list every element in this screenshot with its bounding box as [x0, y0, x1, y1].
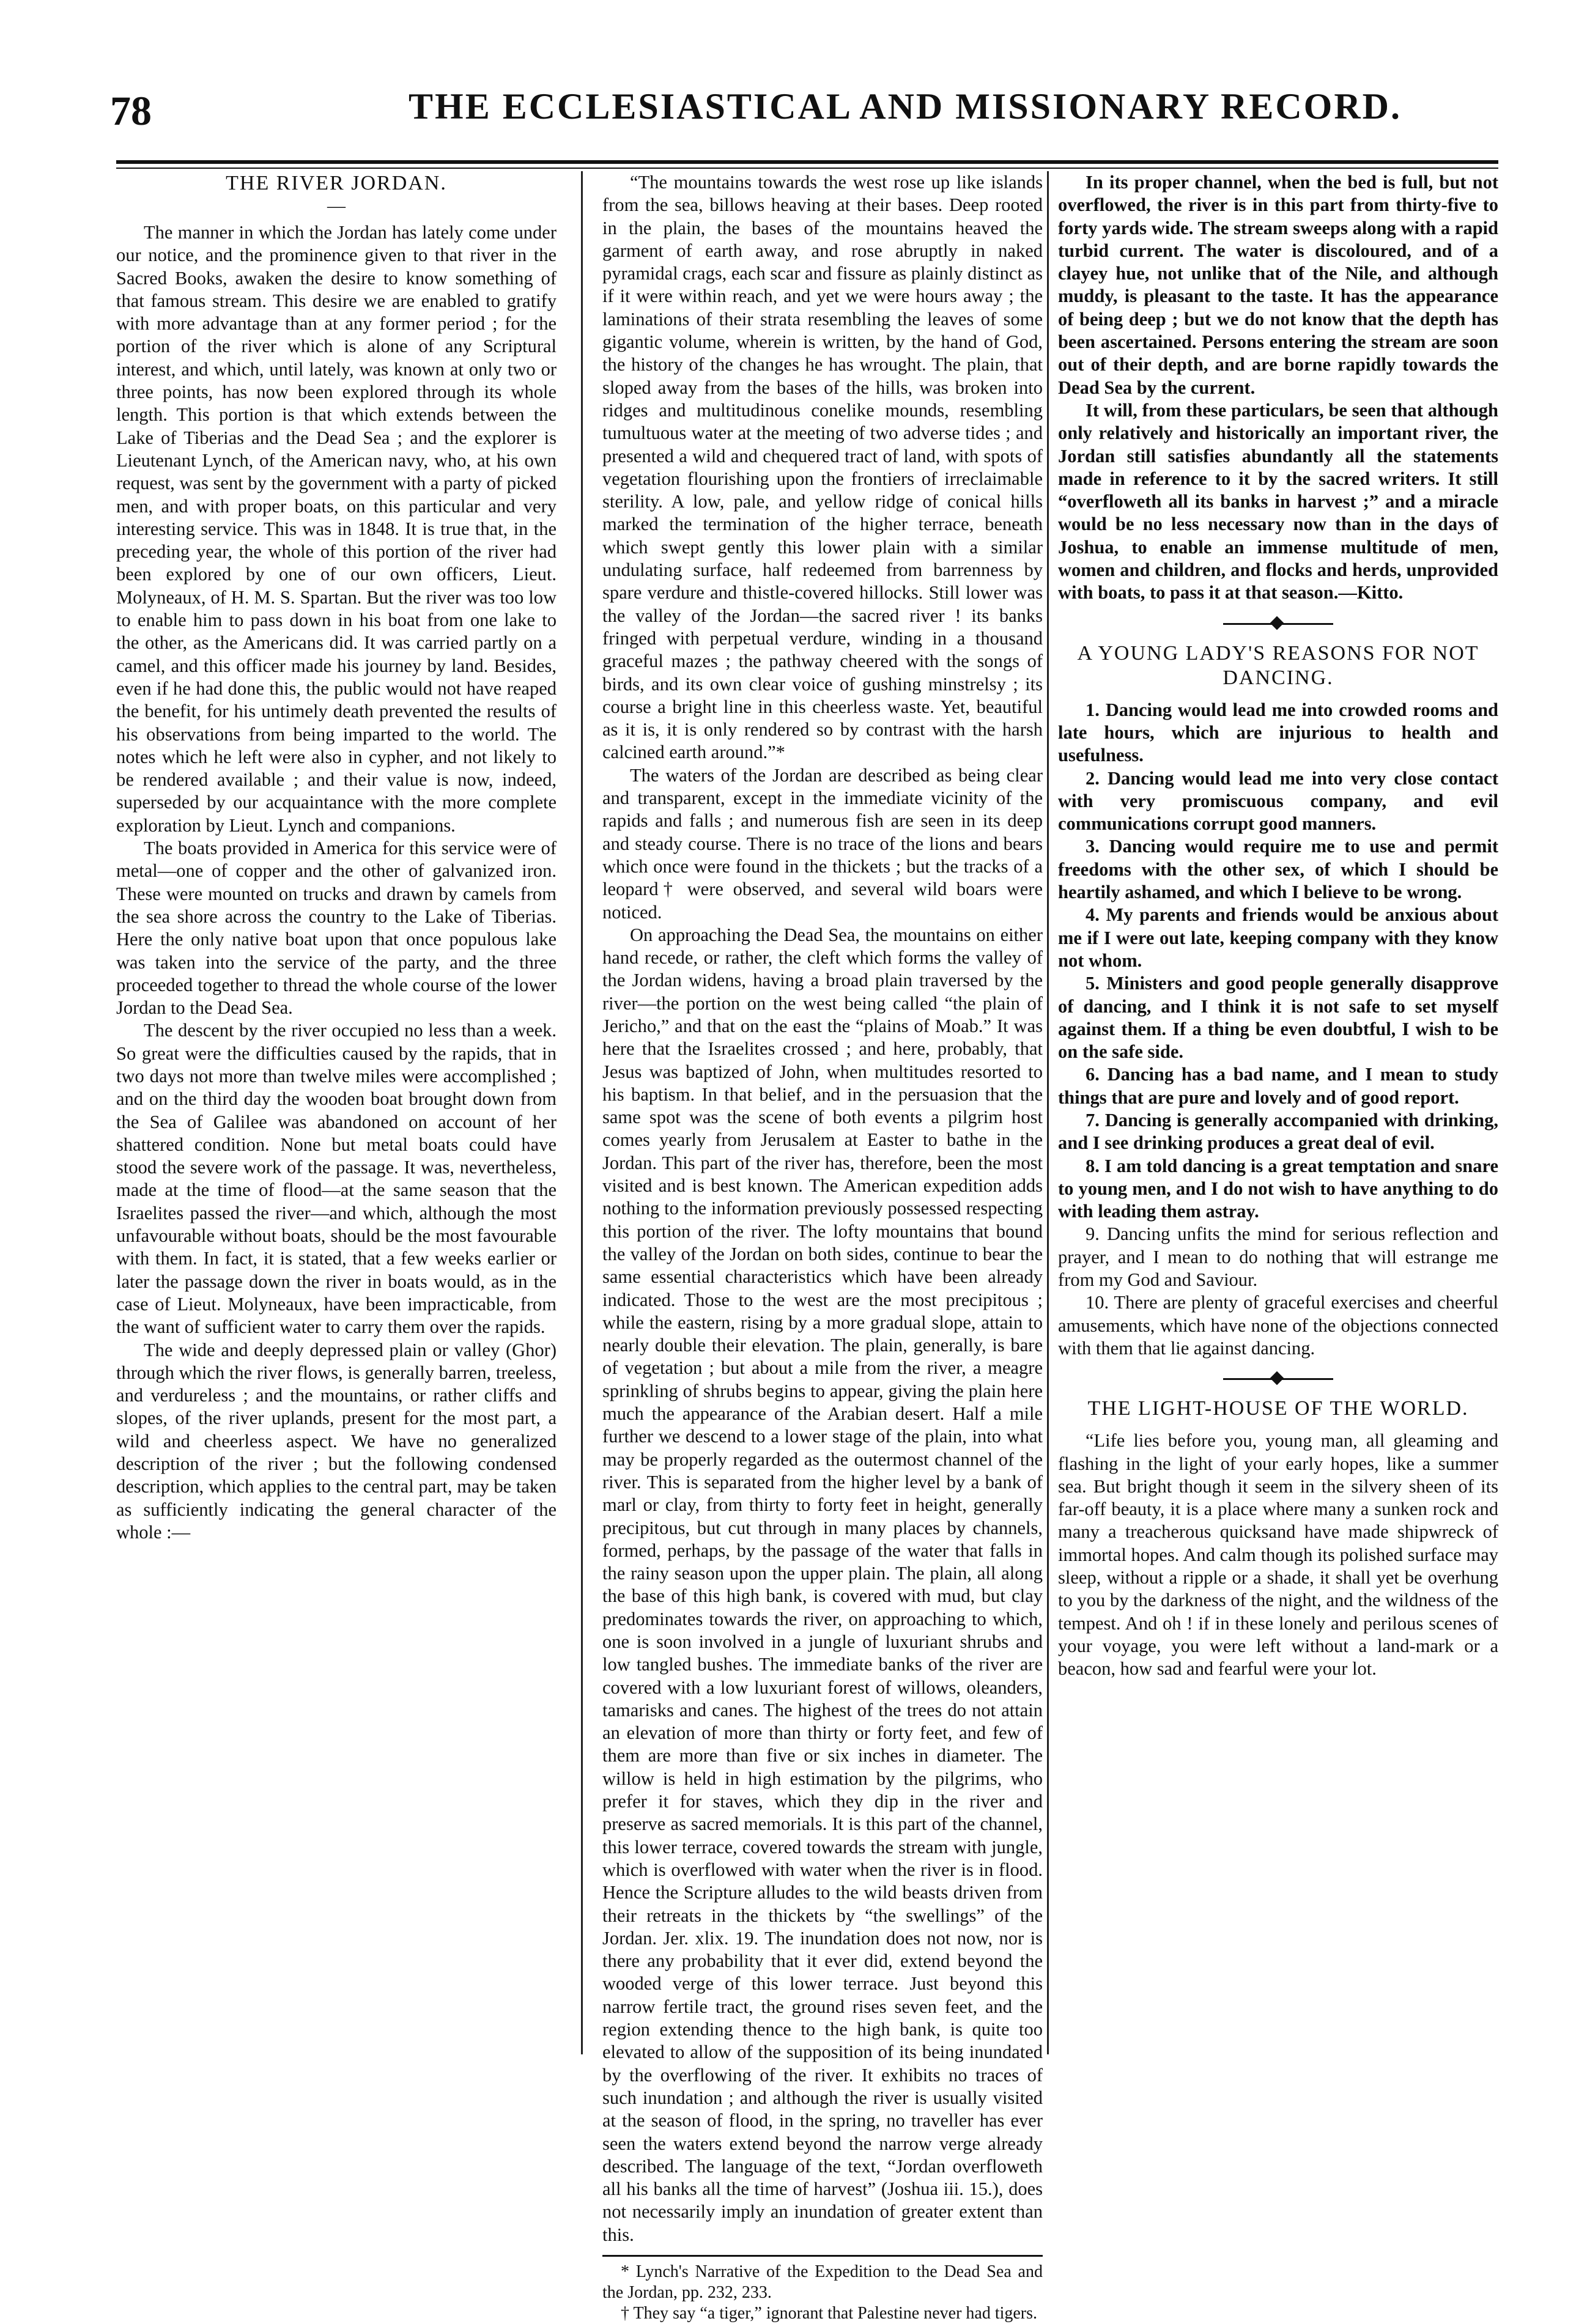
jordan-paragraph: The wide and deeply depressed plain or valley (Ghor) through which the river flows, is generally barren, treeless, and verdureless ; and the mountains, or rather cliffs and slopes, of the river uplands, present for the most part, a wild and cheerless aspect. We have no generalized description of the river ; but the following condensed description, which applies to the central part, may be taken as sufficiently indicating the general character of the whole :—	[116, 1339, 557, 1543]
jordan-heading: THE RIVER JORDAN.	[226, 172, 447, 194]
jordan-paragraph: The descent by the river occupied no less than a week. So great were the difficulties caused by the rapids, that in two days not more than twelve miles were accomplished ; and on the third day the wooden boat brought down from the Sea of Galilee was abandoned on account of her shattered condition. None but metal boats could have stood the severe work of the passage. It was, nevertheless, made at the time of flood—at the same season that the Israelites passed the river—and which, although the most unfavourable without boats, should be the most favourable with them. In fact, it is stated, that a few weeks earlier or later the passage down the river in boats would, as in the case of Lieut. Molyneaux, have been impracticable, from the want of sufficient water to carry them over the rapids.	[116, 1020, 557, 1338]
column-divider	[581, 171, 583, 2054]
header-rule-thick	[116, 160, 1498, 164]
running-title: THE ECCLESIASTICAL AND MISSIONARY RECORD.	[409, 86, 1402, 127]
jordan-paragraph: In its proper channel, when the bed is full, but not overflowed, the river is in this part from thirty-five to forty yards wide. The stream sweeps along with a rapid turbid current. The water is discoloured, and of a clayey hue, not unlike that of the Nile, and although muddy, is pleasant to the taste. It has the appearance of being deep ; but we do not know that the depth has been ascertained. Persons entering the stream are soon out of their depth, and are borne rapidly towards the Dead Sea by the current.	[1058, 172, 1498, 398]
lighthouse-paragraph: “Life lies before you, young man, all gleaming and flashing in the light of your early hopes, like a summer sea. But bright though it seem in the silvery sheen of its far-off beauty, it is a place where many a sunken rock and many a treacherous quicksand have made shipwreck of immortal hopes. And calm though its polished surface may sleep, without a ripple or a shade, it shall yet be overhung to you by the darkness of the night, and the wildness of the tempest. And oh ! if in these lonely and perilous scenes of your voyage, you were left without a land-mark or a beacon, how sad and fearful were your lot.	[1058, 1430, 1498, 1680]
dancing-reason: 6. Dancing has a bad name, and I mean to study things that are pure and lovely and of good report.	[1058, 1064, 1498, 1108]
dancing-reason: 4. My parents and friends would be anxious about me if I were out late, keeping company with they know not whom.	[1058, 904, 1498, 971]
ornament-diamond	[1270, 616, 1284, 630]
column-3	[1058, 171, 1498, 1681]
footnote-rule	[602, 2255, 1043, 2257]
jordan-paragraph: The manner in which the Jordan has lately come under our notice, and the prominence given to that river in the Sacred Books, awaken the desire to know something of that famous stream. This desire we are enabled to gratify with more advantage than at any former period ; for the portion of the river which is alone of any Scriptural interest, and which, until lately, was known at only two or three points, has now been explored through its whole length. This portion is that which extends between the Lake of Tiberias and the Dead Sea ; and the explorer is Lieutenant Lynch, of the American navy, who, at his own request, was sent by the government with a party of picked men, and with proper boats, on this particular and very interesting service. This was in 1848. It is true that, in the preceding year, the whole of this portion of the river had been explored by one of our own officers, Lieut. Molyneaux, of H. M. S. Spartan. But the river was too low to enable him to pass down in his boat from one lake to the other, as the Americans did. It was carried partly on a camel, and this officer made his journey by land. Besides, even if he had done this, the public would not have reaped the benefit, for his untimely death prevented the results of his observations from being imparted to the world. The notes which he left were also in cypher, and not likely to be rendered available ; and their value is now, indeed, superseded by our acquaintance with the more complete exploration by Lieut. Lynch and companions.	[116, 222, 557, 836]
footnote: † They say “a tiger,” ignorant that Palestine never had tigers.	[621, 2304, 1038, 2323]
footnote: * Lynch's Narrative of the Expedition to the Dead Sea and the Jordan, pp. 232, 233.	[602, 2262, 1043, 2303]
dancing-reason: 9. Dancing unfits the mind for serious reflection and prayer, and I mean to do nothing that will estrange me from my God and Saviour.	[1058, 1223, 1498, 1291]
jordan-paragraph: The boats provided in America for this service were of metal—one of copper and the other of galvanized iron. These were mounted on trucks and drawn by camels from the sea shore across the country to the Lake of Tiberias. Here the only native boat upon that once populous lake was taken into the service of the party, and the three proceeded together to thread the whole course of the lower Jordan to the Dead Sea.	[116, 838, 557, 1019]
dancing-reason: 1. Dancing would lead me into crowded rooms and late hours, which are injurious to health and usefulness.	[1058, 699, 1498, 766]
page-number: 78	[110, 87, 152, 134]
dancing-reason: 10. There are plenty of graceful exercises and cheerful amusements, which have none of the objections connected with them that lie against dancing.	[1058, 1292, 1498, 1359]
jordan-paragraph: The waters of the Jordan are described as being clear and transparent, except in the immediate vicinity of the rapids and falls ; and numerous fish are seen in its deep and steady course. There is no trace of the lions and bears which once were found in the thickets ; but the tracks of a leopard† were observed, and several wild boars were noticed.	[602, 764, 1043, 923]
dancing-reason: 7. Dancing is generally accompanied with drinking, and I see drinking produces a great deal of evil.	[1058, 1109, 1498, 1154]
page-header	[110, 79, 1504, 147]
dancing-heading: A YOUNG LADY'S REASONS FOR NOT DANCING.	[1077, 641, 1479, 689]
jordan-quote-paragraph: “The mountains towards the west rose up like islands from the sea, billows heaving at their bases. Deep rooted in the plain, the bases of the mountains heaved the garment of earth away, and rose abruptly in naked pyramidal crags, each scar and fissure as plainly distinct as if it were within reach, and yet we were hours away ; the laminations of their strata resembling the leaves of some gigantic volume, wherein is written, by the hand of God, the history of the changes he has wrought. The plain, that sloped away from the bases of the hills, was broken into ridges and multitudinous conelike mounds, resembling tumultuous water at the meeting of two adverse tides ; and presented a wild and chequered tract of land, with spots of vegetation flourishing upon the frontiers of irreclaimable sterility. A low, pale, and yellow ridge of conical hills marked the termination of the higher terrace, beneath which swept gently this lower plain with a similar undulating surface, half redeemed from barrenness by spare verdure and thistle-covered hillocks. Still lower was the valley of the Jordan—the sacred river ! its banks fringed with perpetual verdure, winding in a thousand graceful mazes ; the pathway cheered with the songs of birds, and its own clear voice of gushing minstrelsy ; its course a bright line in this cheerless waste. Yet, beautiful as it is, it is only rendered so by contrast with the harsh calcined earth around.”*	[602, 172, 1043, 763]
dancing-reason: 8. I am told dancing is a great temptation and snare to young men, and I do not wish to have anything to do with leading them astray.	[1058, 1155, 1498, 1222]
header-rule-thin	[116, 168, 1498, 169]
jordan-paragraph: On approaching the Dead Sea, the mountains on either hand recede, or rather, the cleft which forms the valley of the Jordan widens, having a broad plain traversed by the river—the portion on the west being called “the plain of Jericho,” and that on the east the “plains of Moab.” It was here that the Israelites crossed ; and here, probably, that Jesus was baptized of John, when multitudes resorted to his baptism. In that belief, and in the persuasion that the same spot was the scene of both events a pilgrim host comes yearly from Jerusalem at Easter to bathe in the Jordan. This part of the river has, therefore, been the most visited and is best known. The American expedition adds nothing to the information previously possessed respecting this portion of the river. The lofty mountains that bound the valley of the Jordan on both sides, continue to bear the same essential characteristics which have been already indicated. Those to the west are the most precipitous ; while the eastern, rising by a more gradual slope, attain to nearly double their elevation. The plain, generally, is bare of vegetation ; but about a mile from the river, a meagre sprinkling of shrubs begins to appear, giving the plain here much the appearance of the Arabian desert. Half a mile further we descend to a lower stage of the plain, into what may be properly regarded as the outermost channel of the river. This is separated from the higher level by a bank of marl or clay, from thirty to forty feet in height, generally precipitous, but cut through in many places by channels, formed, perhaps, by the passage of the water that falls in the rainy season upon the upper plain. The plain, all along the base of this high bank, is covered with mud, but clay predominates towards the river, on approaching to which, one is soon involved in a jungle of luxuriant shrubs and low tangled bushes. The immediate banks of the river are covered with a low luxuriant forest of willows, oleanders, tamarisks and canes. The highest of the trees do not attain an elevation of more than thirty or forty feet, and few of them are more than five or six inches in diameter. The willow is held in high estimation by the pilgrims, who prefer it for staves, which they dip in the river and preserve as sacred memorials. It is this part of the channel, this lower terrace, covered towards the stream with jungle, which is overflowed with water when the river is in flood. Hence the Scripture alludes to the wild beasts driven from their retreats in the thickets by “the swellings” of the Jordan. Jer. xlix. 19. The inundation does not now, nor is there any probability that it ever did, extend beyond the wooded verge of this lower terrace. Just beyond this narrow fertile tract, the ground rises seven feet, and the region extending thence to the high bank, is quite too elevated to allow of the supposition of its being inundated by the overflowing of the river. It exhibits no traces of such inundation ; and although the river is usually visited at the season of flood, in the spring, no traveller has ever seen the waters extend beyond the narrow verge already described. The language of the text, “Jordan overfloweth all his banks all the time of harvest” (Joshua iii. 15.), does not necessarily imply an inundation of greater extent than this.	[602, 924, 1043, 2245]
jordan-paragraph: It will, from these particulars, be seen that although only relatively and historically an important river, the Jordan still satisfies abundantly all the statements made in reference to it by the sacred writers. It still “overfloweth all its banks in harvest ;” and a miracle would be no less necessary now than in the days of Joshua, to enable an immense multitude of men, women and children, and flocks and herds, unprovided with boats, to pass it at that season.—Kitto.	[1058, 399, 1498, 603]
column-divider	[1047, 171, 1049, 2054]
lighthouse-heading: THE LIGHT-HOUSE OF THE WORLD.	[1087, 1397, 1469, 1420]
dancing-reason: 3. Dancing would require me to use and permit freedoms with the other sex, of which I should be heartily ashamed, and which I believe to be wrong.	[1058, 836, 1498, 903]
column-2	[602, 171, 1043, 2324]
dancing-reason: 2. Dancing would lead me into very close contact with very promiscuous company, and evil communications corrupt good manners.	[1058, 767, 1498, 835]
section-ornament	[1058, 1366, 1498, 1393]
heading-dash: —	[327, 196, 346, 216]
column-1	[116, 171, 557, 1544]
ornament-diamond	[1270, 1371, 1284, 1385]
dancing-reason: 5. Ministers and good people generally disapprove of dancing, and I think it is not safe to set myself against them. If a thing be even doubtful, I wish to be on the safe side.	[1058, 973, 1498, 1063]
section-ornament	[1058, 611, 1498, 638]
